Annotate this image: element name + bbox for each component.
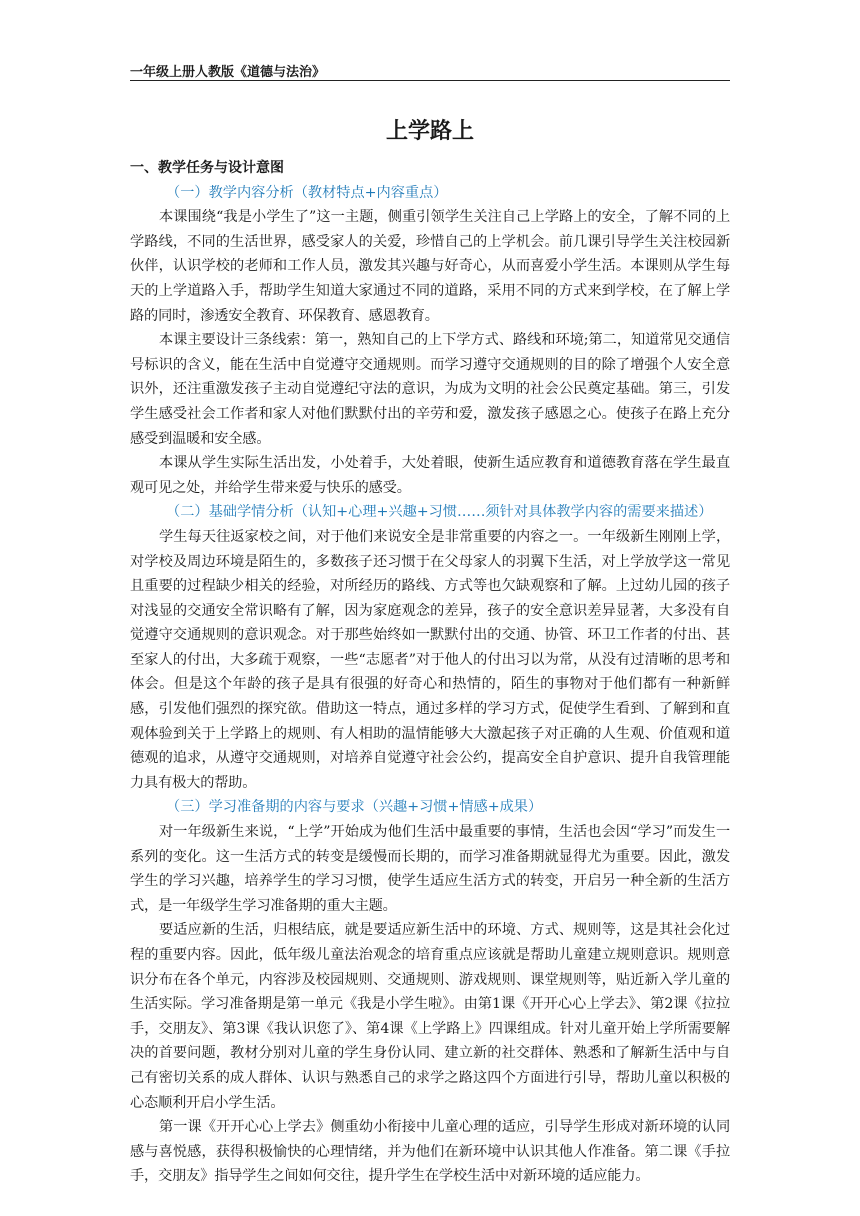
- paragraph: 第一课《开开心心上学去》侧重幼小衔接中儿童心理的适应，引导学生形成对新环境的认同感与喜悦感，获得积极愉快的心理情绪，并为他们在新环境中认识其他人作准备。第二课《手拉手，交朋友》指导学生之间如何交往，提升学生在学校生活中对新环境的适应能力。: [130, 1119, 730, 1185]
- document-body: [130, 156, 730, 1189]
- paragraph: 本课从学生实际生活出发，小处着手，大处着眼，使新生适应教育和道德教育落在学生最直观可见之处，并给学生带来爱与快乐的感受。: [130, 455, 730, 496]
- paragraph: 要适应新的生活，归根结底，就是要适应新生活中的环境、方式、规则等，这是其社会化过程的重要内容。因此，低年级儿童法治观念的培育重点应该就是帮助儿童建立规则意识。规则意识分布在各个单元，内容涉及校园规则、交通规则、游戏规则、课堂规则等，贴近新入学儿童的生活实际。学习准备期是第一单元《我是小学生啦》。由第1课《开开心心上学去》、第2课《拉拉手，交朋友》、第3课《我认识您了》、第4课《上学路上》四课组成。针对儿童开始上学所需要解决的首要问题，教材分别对儿童的学生身份认同、建立新的社交群体、熟悉和了解新生活中与自己有密切关系的成人群体、认识与熟悉自己的求学之路这四个方面进行引导，帮助儿童以积极的心态顺利开启小学生活。: [130, 922, 730, 1111]
- paragraph: 对一年级新生来说，“上学”开始成为他们生活中最重要的事情，生活也会因“学习”而发生一系列的变化。这一生活方式的转变是缓慢而长期的，而学习准备期就显得尤为重要。因此，激发学生的学习兴趣，培养学生的学习习惯，使学生适应生活方式的转变，开启另一种全新的生活方式，是一年级学生学习准备期的重大主题。: [130, 824, 730, 914]
- paragraph: 学生每天往返家校之间，对于他们来说安全是非常重要的内容之一。一年级新生刚刚上学，对学校及周边环境是陌生的，多数孩子还习惯于在父母家人的羽翼下生活，对上学放学这一常见且重要的过程缺少相关的经验，对所经历的路线、方式等也欠缺观察和了解。上过幼儿园的孩子对浅显的交通安全常识略有了解，因为家庭观念的差异，孩子的安全意识差异显著，大多没有自觉遵守交通规则的意识观念。对于那些始终如一默默付出的交通、协管、环卫工作者的付出、甚至家人的付出，大多疏于观察，一些“志愿者”对于他人的付出习以为常，从没有过清晰的思考和体会。但是这个年龄的孩子是具有很强的好奇心和热情的，陌生的事物对于他们都有一种新鲜感，引发他们强烈的探究欲。借助这一特点，通过多样的学习方式，促使学生看到、了解到和直观体验到关于上学路上的规则、有人相助的温情能够大大激起孩子对正确的人生观、价值观和道德观的追求，从遵守交通规则，对培养自觉遵守社会公约，提高安全自护意识、提升自我管理能力具有极大的帮助。: [130, 528, 730, 791]
- section-heading: 一、教学任务与设计意图: [130, 160, 284, 176]
- subsection-heading: （一）教学内容分析（教材特点+内容重点）: [166, 184, 448, 201]
- header-rule: [130, 80, 730, 81]
- document-title: 上学路上: [385, 119, 474, 144]
- paragraph: 本课围绕“我是小学生了”这一主题，侧重引领学生关注自己上学路上的安全，了解不同的上学路线，不同的生活世界，感受家人的关爱，珍惜自己的上学机会。前几课引导学生关注校园新伙伴，认识学校的老师和工作人员，激发其兴趣与好奇心，从而喜爱小学生活。本课则从学生每天的上学道路入手，帮助学生知道大家通过不同的道路，采用不同的方式来到学校，在了解上学路的同时，渗透安全教育、环保教育、感恩教育。: [130, 209, 730, 324]
- subsection-heading: （三）学习准备期的内容与要求（兴趣+习惯+情感+成果）: [166, 799, 543, 816]
- running-header: 一年级上册人教版《道德与法治》: [130, 65, 326, 80]
- paragraph: 本课主要设计三条线索：第一，熟知自己的上下学方式、路线和环境;第二，知道常见交通信号标识的含义，能在生活中自觉遵守交通规则。而学习遵守交通规则的目的除了增强个人安全意识外，还注重激发孩子主动自觉遵纪守法的意识，为成为文明的社会公民奠定基础。第三，引发学生感受社会工作者和家人对他们默默付出的辛劳和爱，激发孩子感恩之心。使孩子在路上充分感受到温暖和安全感。: [130, 332, 730, 447]
- subsection-heading: （二）基础学情分析（认知+心理+兴趣+习惯……须针对具体教学内容的需要来描述）: [166, 504, 713, 521]
